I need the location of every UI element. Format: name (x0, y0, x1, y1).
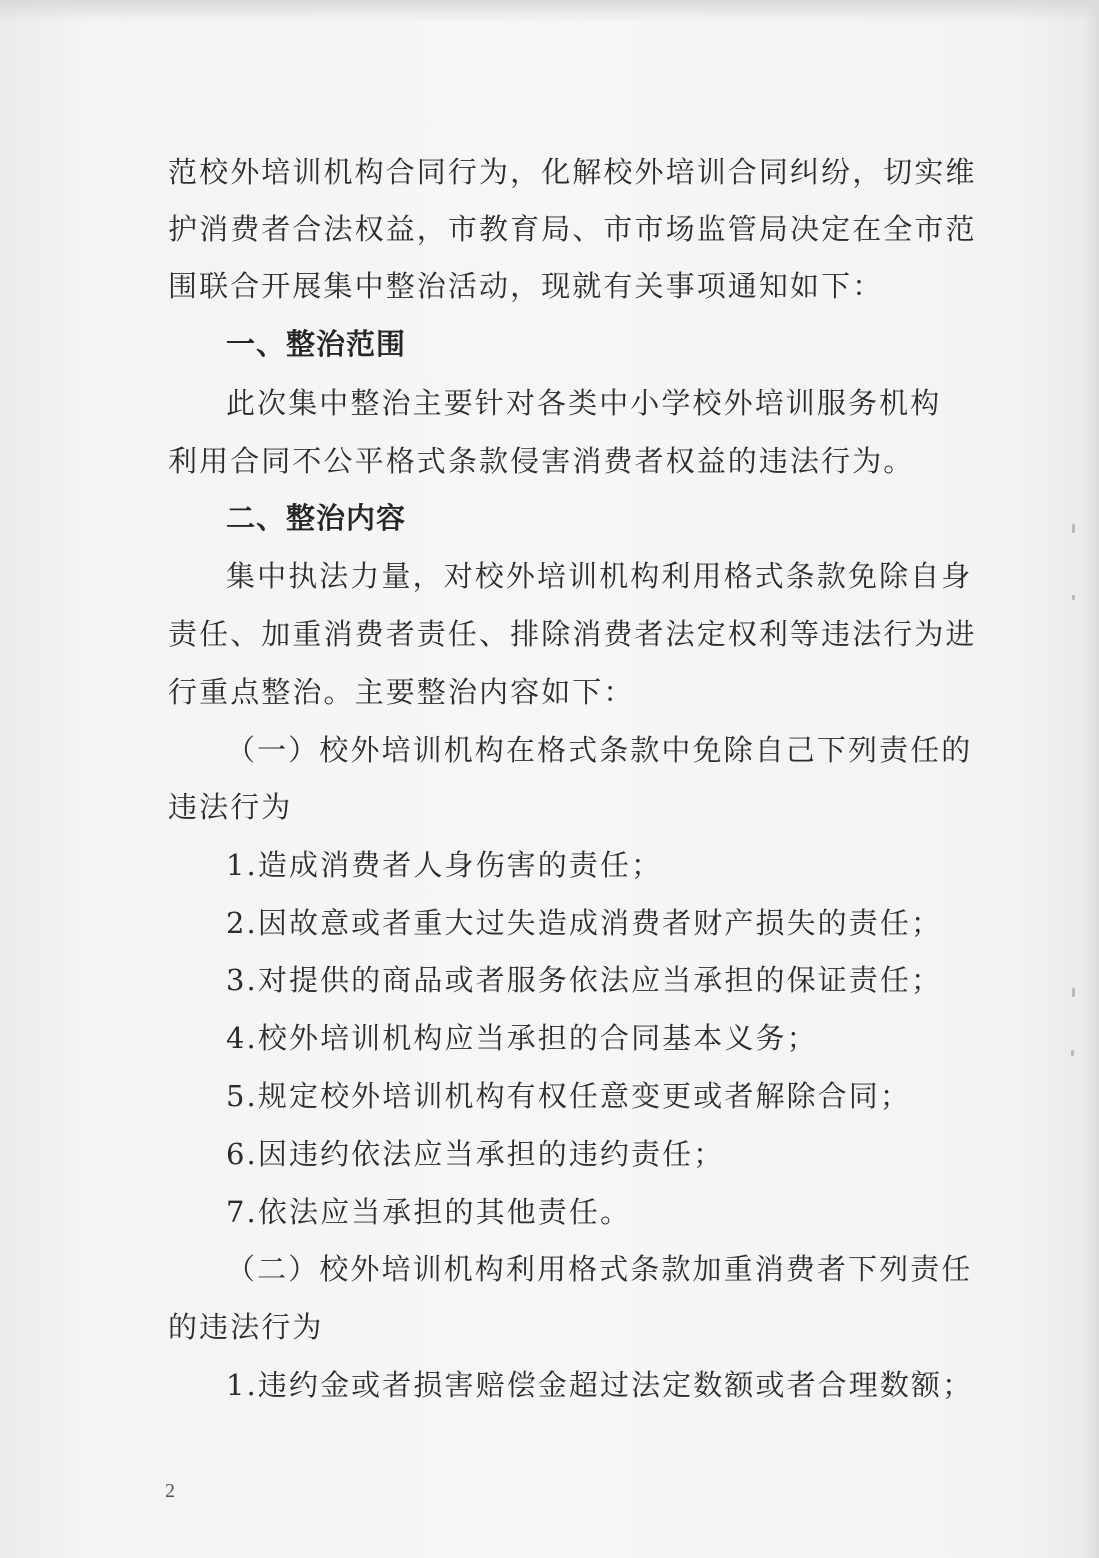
list-item: 7.依法应当承担的其他责任。 (226, 1195, 632, 1229)
scan-mark (1072, 595, 1075, 600)
body-text-line: 利用合同不公平格式条款侵害消费者权益的违法行为。 (168, 444, 915, 478)
body-text-line: 范校外培训机构合同行为，化解校外培训合同纠纷，切实维 (168, 155, 977, 189)
subsection-heading: （二）校外培训机构利用格式条款加重消费者下列责任 (226, 1252, 973, 1286)
list-item: 4.校外培训机构应当承担的合同基本义务； (226, 1021, 818, 1055)
scan-mark (1072, 524, 1075, 533)
section-heading-content: 二、整治内容 (226, 501, 407, 535)
body-text-line: 的违法行为 (168, 1310, 324, 1344)
body-text-line: 护消费者合法权益，市教育局、市市场监管局决定在全市范 (168, 212, 977, 246)
section-heading-scope: 一、整治范围 (226, 327, 407, 361)
body-text-line: 此次集中整治主要针对各类中小学校外培训服务机构 (226, 386, 942, 420)
page-number: 2 (165, 1480, 175, 1502)
subsection-heading: （一）校外培训机构在格式条款中免除自己下列责任的 (226, 733, 973, 767)
body-text-line: 行重点整治。主要整治内容如下： (168, 675, 635, 709)
list-item: 1.造成消费者人身伤害的责任； (226, 848, 663, 882)
list-item: 5.规定校外培训机构有权任意变更或者解除合同； (226, 1079, 911, 1113)
body-text-line: 责任、加重消费者责任、排除消费者法定权利等违法行为进 (168, 617, 977, 651)
scan-shadow-right (1085, 0, 1099, 1558)
body-text-line: 集中执法力量，对校外培训机构利用格式条款免除自身 (226, 559, 973, 593)
body-text-line: 违法行为 (168, 790, 293, 824)
list-item: 1.违约金或者损害赔偿金超过法定数额或者合理数额； (226, 1368, 974, 1402)
list-item: 3.对提供的商品或者服务依法应当承担的保证责任； (226, 963, 943, 997)
scan-mark (1071, 1050, 1074, 1056)
list-item: 6.因违约依法应当承担的违约责任； (226, 1137, 725, 1171)
scan-shadow-top (0, 0, 1099, 22)
body-text-line: 围联合开展集中整治活动，现就有关事项通知如下： (168, 269, 884, 303)
list-item: 2.因故意或者重大过失造成消费者财产损失的责任； (226, 906, 943, 940)
scan-mark (1072, 988, 1075, 997)
